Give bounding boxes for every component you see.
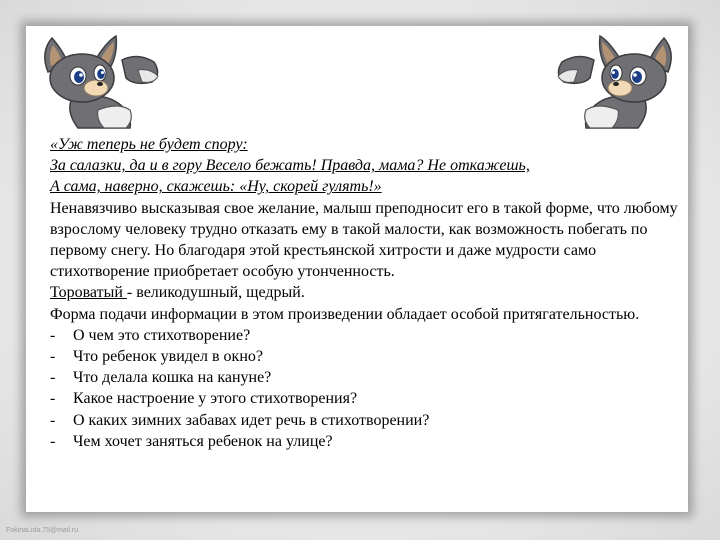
question-bullet: - <box>50 432 56 450</box>
question-bullet: - <box>50 411 56 429</box>
question-item <box>50 367 680 388</box>
question-item <box>50 388 680 409</box>
question-bullet: - <box>50 390 56 408</box>
footer-email: FokinaLida.75@mail.ru <box>6 527 79 534</box>
cartoon-cat-left-icon <box>34 32 164 132</box>
question-bullet: - <box>50 369 56 387</box>
question-text: Чем хочет заняться ребенок на улице? <box>73 432 333 450</box>
question-text: Что делала кошка на кануне? <box>73 369 272 387</box>
question-text: О чем это стихотворение? <box>73 326 251 344</box>
cartoon-cat-right-icon <box>552 32 682 132</box>
poem-line-3: А сама, наверно, скажешь: «Ну, скорей гулять!» <box>50 178 382 196</box>
question-item <box>50 346 680 367</box>
poem-line-1: «Уж теперь не будет спору: <box>50 136 248 153</box>
question-item <box>50 325 680 346</box>
definition-term: Тороватый <box>50 284 127 302</box>
question-text: Какое настроение у этого стихотворения? <box>73 390 358 408</box>
question-item <box>50 431 680 452</box>
question-bullet: - <box>50 326 56 344</box>
poem-line-2: За салазки, да и в гору Весело бежать! Правда, мама? Не откажешь, <box>50 157 530 175</box>
question-text: О каких зимних забавах идет речь в стихотворении? <box>73 411 430 429</box>
question-text: Что ребенок увидел в окно? <box>73 348 263 366</box>
paragraph-commentary: Ненавязчиво высказывая свое желание, малыш преподносит его в такой форме, что любому взрослому человеку трудно отказать ему в такой малости, как возможность побегать по первому снегу. Но благодаря этой крестьянской хитрости и даже мудрости само стихотворение приобретает особую утонченность. <box>50 199 678 281</box>
definition-text: - великодушный, щедрый. <box>126 284 305 302</box>
slide-text <box>50 134 680 452</box>
question-item <box>50 410 680 431</box>
definition-line <box>50 282 680 303</box>
question-bullet: - <box>50 348 56 366</box>
paragraph-form: Форма подачи информации в этом произведении обладает особой притягательностью. <box>50 305 640 323</box>
